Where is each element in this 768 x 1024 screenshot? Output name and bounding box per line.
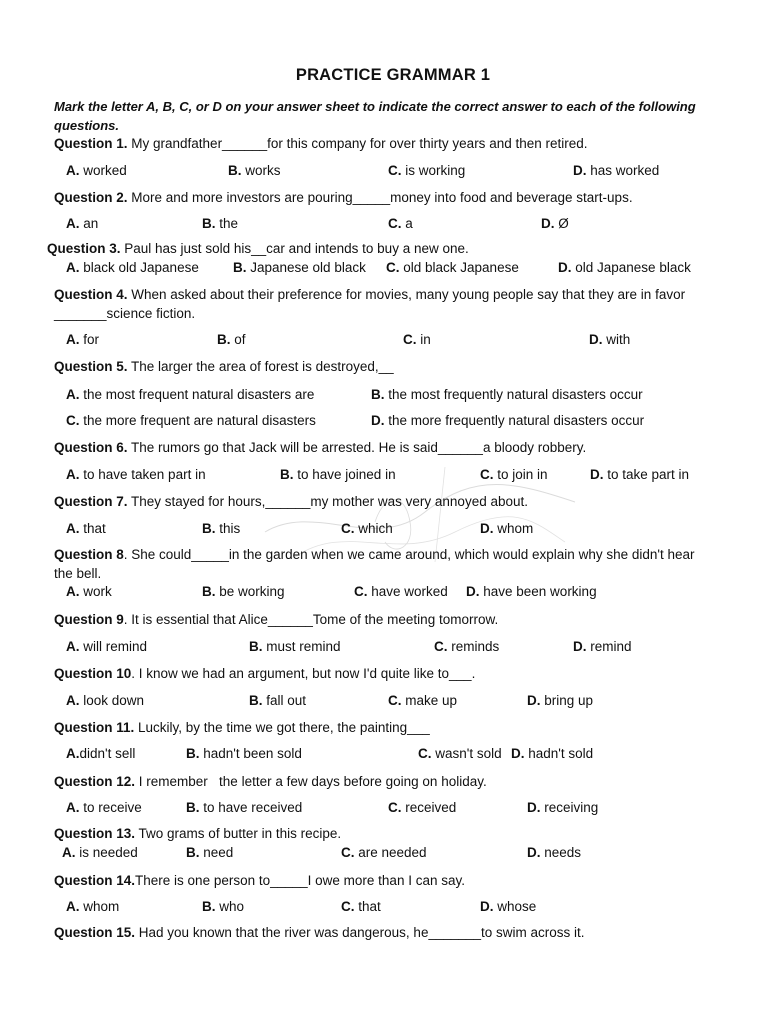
option-d[interactable]: D. needs xyxy=(527,845,582,860)
question-4: Question 4. When asked about their preference for movies, many young people say that they are in favor _______science fiction. xyxy=(54,287,686,321)
option-a[interactable]: A.didn't sell xyxy=(66,746,136,761)
option-c[interactable]: C. in xyxy=(403,332,431,347)
option-d[interactable]: D. old Japanese black xyxy=(558,260,691,275)
question-15: Question 15. Had you known that the river was dangerous, he_______to swim across it. xyxy=(54,925,585,940)
question-12: Question 12. I remember the letter a few days before going on holiday. xyxy=(54,774,487,789)
option-d[interactable]: D. to take part in xyxy=(590,467,690,482)
option-d[interactable]: D. the more frequently natural disasters occur xyxy=(371,413,645,428)
question-13: Question 13. Two grams of butter in this recipe. xyxy=(54,826,342,841)
option-a[interactable]: A. for xyxy=(66,332,100,347)
option-c[interactable]: C. that xyxy=(341,899,381,914)
option-b[interactable]: B. of xyxy=(217,332,246,347)
option-b[interactable]: B. the most frequently natural disasters occur xyxy=(371,387,643,402)
option-a[interactable]: A. is needed xyxy=(62,845,138,860)
option-d[interactable]: D. Ø xyxy=(541,216,569,231)
option-d[interactable]: D. receiving xyxy=(527,800,599,815)
option-b[interactable]: B. the xyxy=(202,216,239,231)
option-b[interactable]: B. to have joined in xyxy=(280,467,396,482)
option-d[interactable]: D. remind xyxy=(573,639,632,654)
option-a[interactable]: A. to have taken part in xyxy=(66,467,206,482)
option-c[interactable]: C. is working xyxy=(388,163,466,178)
option-d[interactable]: D. has worked xyxy=(573,163,660,178)
question-6: Question 6. The rumors go that Jack will be arrested. He is said______a bloody robbery. xyxy=(54,440,587,455)
question-3: Question 3. Paul has just sold his__car and intends to buy a new one. xyxy=(47,241,469,256)
option-a[interactable]: A. work xyxy=(66,584,112,599)
option-d[interactable]: D. whose xyxy=(480,899,537,914)
option-b[interactable]: B. works xyxy=(228,163,281,178)
option-a[interactable]: A. the most frequent natural disasters are xyxy=(66,387,315,402)
option-a[interactable]: A. black old Japanese xyxy=(66,260,199,275)
option-a[interactable]: A. to receive xyxy=(66,800,142,815)
question-8: Question 8. She could_____in the garden when we came around, which would explain why she didn't hear the bell. xyxy=(54,547,695,581)
option-c[interactable]: C. a xyxy=(388,216,413,231)
question-9: Question 9. It is essential that Alice______Tome of the meeting tomorrow. xyxy=(54,612,499,627)
option-b[interactable]: B. need xyxy=(186,845,234,860)
question-5: Question 5. The larger the area of forest is destroyed,__ xyxy=(54,359,394,374)
question-10: Question 10. I know we had an argument, but now I'd quite like to___. xyxy=(54,666,476,681)
option-c[interactable]: C. wasn't sold xyxy=(418,746,502,761)
option-c[interactable]: C. received xyxy=(388,800,457,815)
option-c[interactable]: C. make up xyxy=(388,693,458,708)
question-14: Question 14.There is one person to_____I owe more than I can say. xyxy=(54,873,465,888)
option-b[interactable]: B. who xyxy=(202,899,245,914)
page-title: PRACTICE GRAMMAR 1 xyxy=(295,66,491,84)
option-a[interactable]: A. an xyxy=(66,216,99,231)
option-a[interactable]: A. whom xyxy=(66,899,120,914)
question-7: Question 7. They stayed for hours,______my mother was very annoyed about. xyxy=(54,494,528,509)
option-b[interactable]: B. be working xyxy=(202,584,285,599)
option-d[interactable]: D. bring up xyxy=(527,693,594,708)
option-a[interactable]: A. will remind xyxy=(66,639,148,654)
question-2: Question 2. More and more investors are pouring_____money into food and beverage start-ups. xyxy=(54,190,633,205)
option-a[interactable]: A. worked xyxy=(66,163,127,178)
option-b[interactable]: B. fall out xyxy=(249,693,307,708)
option-c[interactable]: C. old black Japanese xyxy=(386,260,519,275)
instructions: Mark the letter A, B, C, or D on your answer sheet to indicate the correct answer to each of the following questions. xyxy=(54,99,696,133)
option-b[interactable]: B. must remind xyxy=(249,639,341,654)
option-a[interactable]: A. that xyxy=(66,521,106,536)
question-11: Question 11. Luckily, by the time we got there, the painting___ xyxy=(54,720,430,735)
option-c[interactable]: C. reminds xyxy=(434,639,500,654)
option-a[interactable]: A. look down xyxy=(66,693,145,708)
option-b[interactable]: B. hadn't been sold xyxy=(186,746,302,761)
option-c[interactable]: C. which xyxy=(341,521,393,536)
option-b[interactable]: B. Japanese old black xyxy=(233,260,366,275)
option-d[interactable]: D. have been working xyxy=(466,584,597,599)
option-c[interactable]: C. have worked xyxy=(354,584,448,599)
option-b[interactable]: B. to have received xyxy=(186,800,303,815)
question-1: Question 1. My grandfather______for this company for over thirty years and then retired. xyxy=(54,136,588,151)
option-b[interactable]: B. this xyxy=(202,521,241,536)
option-c[interactable]: C. are needed xyxy=(341,845,427,860)
option-d[interactable]: D. with xyxy=(589,332,631,347)
option-d[interactable]: D. hadn't sold xyxy=(511,746,594,761)
option-d[interactable]: D. whom xyxy=(480,521,534,536)
option-c[interactable]: C. to join in xyxy=(480,467,548,482)
option-c[interactable]: C. the more frequent are natural disasters xyxy=(66,413,316,428)
